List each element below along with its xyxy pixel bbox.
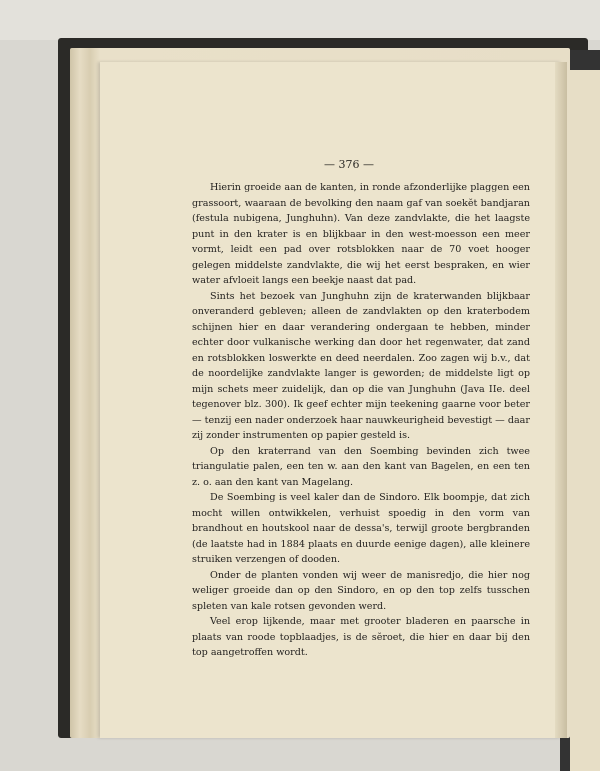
paragraph: Op den kraterrand van den Soembing bevinden zich twee triangulatie palen, een ten w. aan den kant van Bagelen, en een ten z. o. aan den kant van Magelang.	[192, 445, 530, 488]
paragraph: Sints het bezoek van Junghuhn zijn de kraterwanden blijkbaar onveranderd gebleven; alleen de zandvlakten op den kraterbodem schijnen hier en daar verandering ondergaan te hebben, minder echter door vulkanische werking dan door het regenwater, dat zand en rotsblokken loswerkte en deed neerdalen. Zoo zagen wij b.v., dat de noordelijke zandvlakte langer is geworden; de middelste ligt op mijn schets meer zuidelijk, dan op die van Junghuhn (Java IIe. deel tegenover blz. 300). Ik geef echter mijn teekening gaarne voor beter — tenzij een nader onderzoek haar nauwkeurigheid bevestigt — daar zij zonder instrumenten op papier gesteld is.	[192, 290, 530, 441]
page-number: — 376 —	[324, 158, 374, 171]
background	[0, 0, 600, 40]
paragraph: Veel erop lijkende, maar met grooter bladeren en paarsche in plaats van roode topblaadjes, is de sĕroet, die hier en daar bij den top aangetroffen wordt.	[192, 616, 530, 658]
page-gutter	[555, 62, 567, 738]
page-text	[192, 180, 530, 661]
paragraph: Hierin groeide aan de kanten, in ronde afzonderlijke plaggen een grassoort, waaraan de bevolking den naam gaf van soekĕt bandjaran (festula nubigena, Junghuhn). Van deze zandvlakte, die het laagste punt in den krater is en blijkbaar in den west-moesson een meer vormt, leidt een pad over rotsblokken naar de 70 voet hooger gelegen middelste zandvlakte, die wij het eerst bespraken, en wier water afvloeit langs een beekje naast dat pad.	[192, 182, 530, 286]
paragraph: Onder de planten vonden wij weer de manisredjo, die hier nog weliger groeide dan op den Sindoro, en op den top zelfs tusschen spleten van kale rotsen gevonden werd.	[192, 569, 530, 612]
paragraph: De Soembing is veel kaler dan de Sindoro. Elk boompje, dat zich mocht willen ontwikkelen, verhuist spoedig in den vorm van brandhout en houtskool naar de dessa's, terwijl groote bergbranden (de laatste had in 1884 plaats en duurde eenige dagen), alle kleinere struiken verzengen of dooden.	[192, 492, 530, 565]
facing-page-edge	[570, 70, 600, 771]
